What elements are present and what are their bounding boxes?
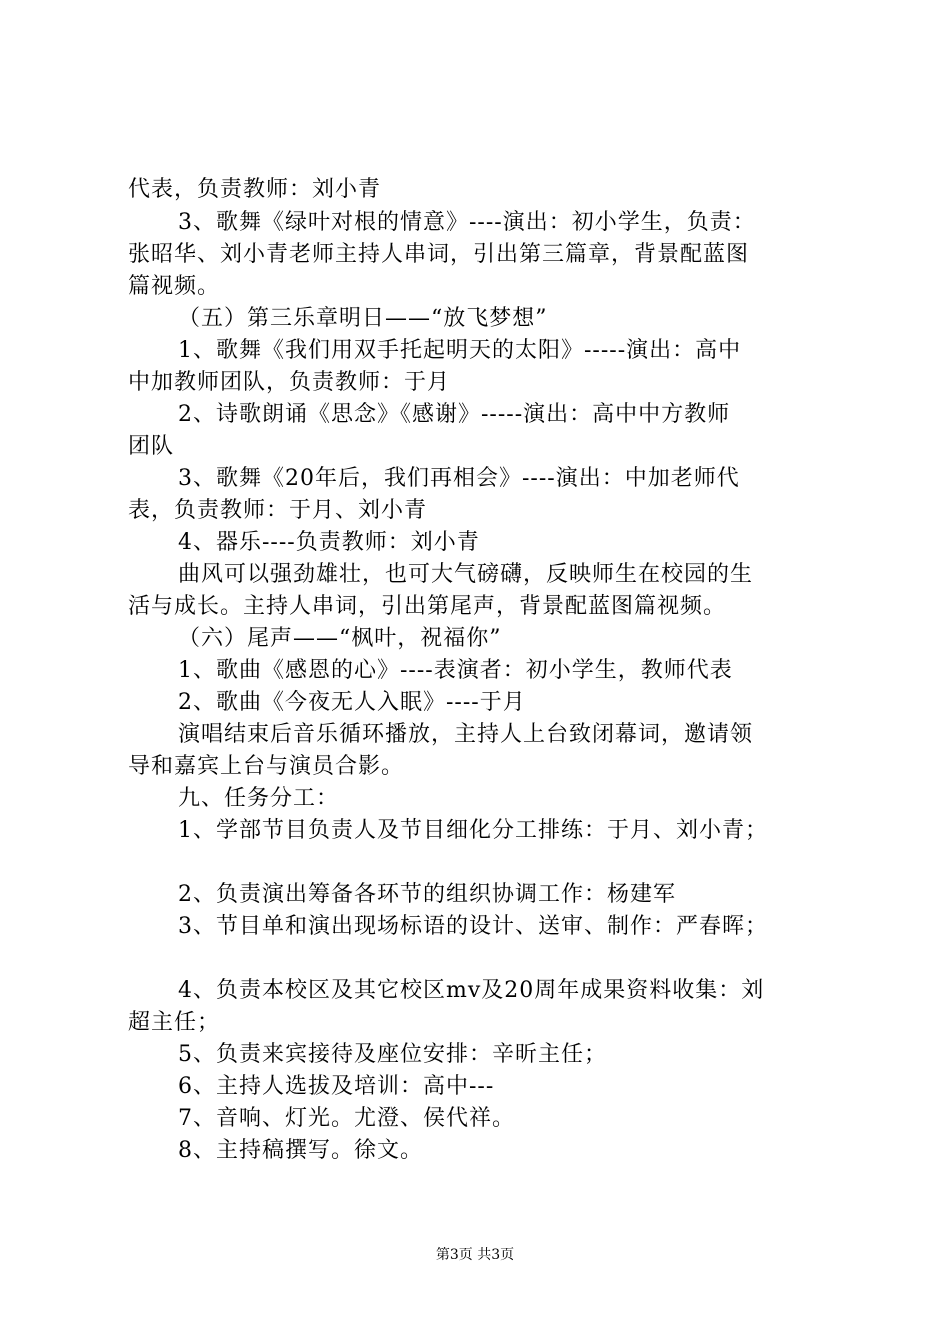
text-line: 7、音响、灯光。尤澄、侯代祥。	[178, 1106, 515, 1131]
text-line: 张昭华、刘小青老师主持人串词，引出第三篇章，背景配蓝图	[128, 242, 750, 267]
text-line: 3、歌舞《20年后，我们再相会》----演出：中加老师代	[178, 466, 740, 491]
text-line: 曲风可以强劲雄壮，也可大气磅礴，反映师生在校园的生	[178, 562, 754, 587]
text-line: 2、负责演出筹备各环节的组织协调工作：杨建军	[178, 882, 676, 907]
text-line: 1、歌舞《我们用双手托起明天的太阳》-----演出：高中	[178, 338, 742, 363]
section-heading: 九、任务分工：	[178, 786, 340, 811]
text-line: 导和嘉宾上台与演员合影。	[128, 754, 405, 779]
page-footer: 第3页 共3页	[435, 1247, 515, 1263]
text-line: 团队	[128, 434, 175, 459]
text-line: 活与成长。主持人串词，引出第尾声，背景配蓝图篇视频。	[128, 594, 727, 619]
text-line: 6、主持人选拔及培训：高中---	[178, 1074, 495, 1099]
text-line: 2、歌曲《今夜无人入眠》----于月	[178, 690, 526, 715]
text-line: 中加教师团队，负责教师：于月	[128, 370, 451, 395]
section-heading: （六）尾声——“枫叶，祝福你”	[178, 626, 502, 651]
section-heading: （五）第三乐章明日——“放飞梦想”	[178, 306, 548, 331]
text-line: 表，负责教师：于月、刘小青	[128, 498, 428, 523]
text-line: 1、学部节目负责人及节目细化分工排练：于月、刘小青；	[178, 818, 768, 843]
text-line: 3、歌舞《绿叶对根的情意》----演出：初小学生，负责：	[178, 210, 756, 235]
text-line: 篇视频。	[128, 274, 221, 299]
text-line: 1、歌曲《感恩的心》----表演者：初小学生，教师代表	[178, 658, 733, 683]
text-line: 4、器乐----负责教师：刘小青	[178, 530, 480, 555]
text-line: 超主任；	[128, 1010, 221, 1035]
text-line: 4、负责本校区及其它校区mv及20周年成果资料收集：刘	[178, 978, 765, 1003]
text-line: 2、诗歌朗诵《思念》《感谢》-----演出：高中中方教师	[178, 402, 731, 427]
text-line: 8、主持稿撰写。徐文。	[178, 1138, 423, 1163]
text-line: 演唱结束后音乐循环播放，主持人上台致闭幕词，邀请领	[178, 722, 754, 747]
text-line: 代表，负责教师：刘小青	[128, 177, 382, 202]
text-line: 3、节目单和演出现场标语的设计、送审、制作：严春晖；	[178, 914, 768, 939]
text-line: 5、负责来宾接待及座位安排：辛昕主任；	[178, 1042, 607, 1067]
